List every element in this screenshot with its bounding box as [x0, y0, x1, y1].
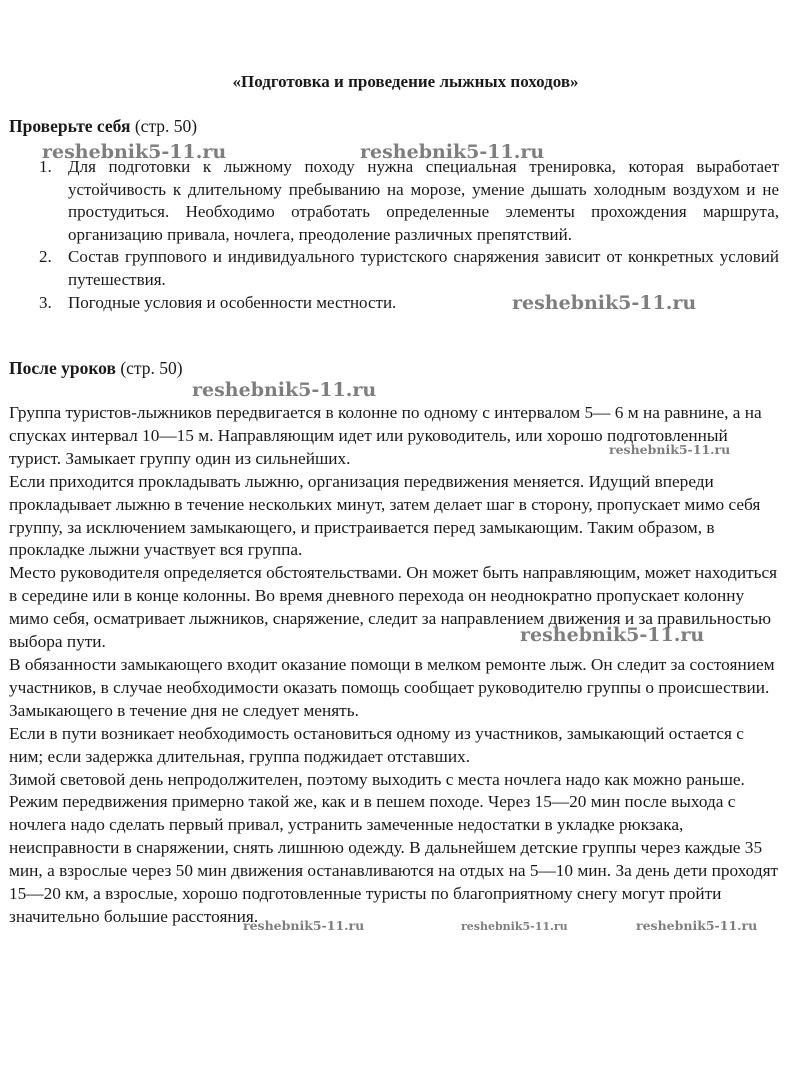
- list-item: [9, 292, 779, 315]
- section-page-ref: (стр. 50): [115, 358, 183, 378]
- list-item-number: 2.: [39, 247, 52, 267]
- section-heading-after-lessons: [9, 358, 183, 379]
- body-text: [9, 402, 779, 929]
- section-heading-label: После уроков: [9, 358, 116, 378]
- watermark: reshebnik5-11.ru: [192, 379, 377, 401]
- watermark: reshebnik5-11.ru: [42, 141, 227, 163]
- watermark: reshebnik5-11.ru: [512, 292, 697, 314]
- list-item-text: Для подготовки к лыжному походу нужна специальная тренировка, которая выработает устойчивость к длительному пребыванию на морозе, умение дышать холодным воздухом и не простудиться. Необходимо отработать определенные элементы прохождения маршрута, организацию привала, ночлега, преодоление различных препятствий.: [68, 157, 779, 244]
- watermark: reshebnik5-11.ru: [609, 442, 731, 457]
- paragraph: Группа туристов-лыжников передвигается в колонне по одному с интервалом 5— 6 м на равнине, а на спусках интервал 10—15 м. Направляющим идет или руководитель, или хорошо подготовленный турист. Замыкает группу один из сильнейших.: [9, 403, 762, 468]
- paragraph: Если в пути возникает необходимость остановиться одному из участников, замыкающий остается с ним; если задержка длительная, группа поджидает отставших.: [9, 723, 744, 766]
- list-item: [9, 246, 779, 291]
- paragraph: В обязанности замыкающего входит оказание помощи в мелком ремонте лыж. Он следит за состоянием участников, в случае необходимости оказать помощь сообщает руководителю группы о происшествии. Замыкающего в течение дня не следует менять.: [9, 654, 775, 720]
- paragraph: Если приходится прокладывать лыжню, организация передвижения меняется. Идущий впереди прокладывает лыжню в течение нескольких минут, затем делает шаг в сторону, пропускает мимо себя группу, за исключением замыкающего, и пристраивается перед замыкающим. Таким образом, в прокладке лыжни участвует вся группа.: [9, 471, 761, 560]
- document-title: «Подготовка и проведение лыжных походов»: [232, 72, 579, 91]
- list-item: [9, 156, 779, 246]
- list-item-number: 1.: [39, 157, 52, 176]
- watermark: reshebnik5-11.ru: [636, 918, 758, 933]
- paragraph: Место руководителя определяется обстоятельствами. Он может быть направляющим, может находиться в середине или в конце колонны. Во время дневного перехода он неоднократно пропускает колонну мимо себя, осматривает лыжников, снаряжение, следит за направлением движения и за правильностью выбора пути.: [9, 563, 778, 652]
- list-item-text: Погодные условия и особенности местности.: [68, 292, 397, 312]
- section-heading-label: Проверьте себя: [9, 116, 131, 136]
- watermark: reshebnik5-11.ru: [360, 141, 545, 163]
- section-heading-check-yourself: [9, 116, 197, 137]
- watermark: reshebnik5-11.ru: [243, 918, 365, 933]
- answers-list: [9, 156, 779, 314]
- list-item-text: Состав группового и индивидуального туристского снаряжения зависит от конкретных условий путешествия.: [68, 247, 779, 289]
- watermark: reshebnik5-11.ru: [520, 624, 705, 646]
- watermark: reshebnik5-11.ru: [461, 920, 568, 933]
- list-item-number: 3.: [39, 292, 52, 312]
- paragraph: Зимой световой день непродолжителен, поэтому выходить с места ночлега надо как можно раньше. Режим передвижения примерно такой же, как и в пешем походе. Через 15—20 мин после выхода с ночлега надо сделать первый привал, устранить замеченные недостатки в укладке рюкзака, неисправности в снаряжении, снять лишнюю одежду. В дальнейшем детские группы через каждые 35 мин, а взрослые через 50 мин движения останавливаются на отдых на 5—10 мин. За день дети проходят 15—20 км, а взрослые, хорошо подготовленные туристы по благоприятному снегу могут пройти значительно большие расстояния.: [9, 769, 779, 926]
- section-page-ref: (стр. 50): [130, 116, 198, 136]
